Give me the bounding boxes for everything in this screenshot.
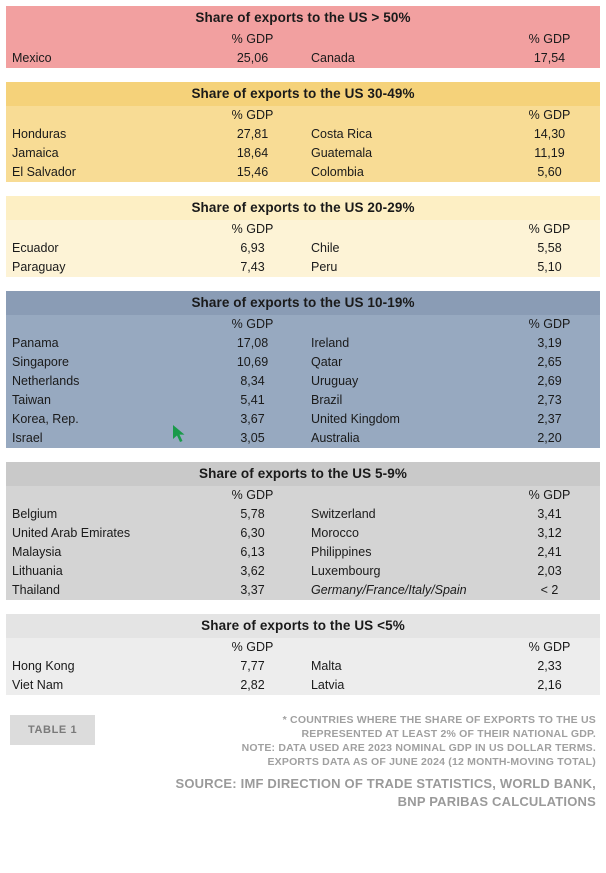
footnotes (95, 713, 600, 769)
country-name: Peru (310, 260, 338, 274)
spacer (303, 108, 499, 122)
country-value: 7,43 (240, 260, 265, 274)
country-value: 2,73 (537, 393, 562, 407)
country-name: Guatemala (310, 146, 373, 160)
country-value: 6,30 (240, 526, 265, 540)
country-value: 2,69 (537, 374, 562, 388)
country-name: Ireland (310, 336, 350, 350)
country-value: 2,37 (537, 412, 562, 426)
tier-title: Share of exports to the US <5% (6, 614, 600, 638)
tier-list (6, 6, 600, 695)
country-value: 5,58 (537, 241, 562, 255)
column-header-gdp: % GDP (528, 108, 571, 122)
country-name: Morocco (310, 526, 359, 540)
country-name: Switzerland (310, 507, 376, 521)
footer (6, 709, 600, 769)
spacer (6, 108, 202, 122)
country-value: 2,65 (537, 355, 562, 369)
country-value: 3,19 (537, 336, 562, 350)
country-value: 7,77 (240, 659, 265, 673)
country-name: Germany/France/Italy/Spain (310, 583, 467, 597)
country-value: 3,05 (240, 431, 265, 445)
country-value: 8,34 (240, 374, 265, 388)
country-name: Australia (310, 431, 360, 445)
table-row (6, 543, 600, 562)
country-value: 5,78 (240, 507, 265, 521)
country-name: Panama (12, 336, 59, 350)
column-header-gdp: % GDP (528, 488, 571, 502)
country-name: Canada (310, 51, 355, 65)
country-value: 27,81 (236, 127, 269, 141)
spacer (6, 32, 202, 46)
source-credit (6, 769, 600, 811)
column-header-gdp: % GDP (231, 108, 274, 122)
tier-block (6, 6, 600, 68)
table-row (6, 372, 600, 391)
country-value: 3,12 (537, 526, 562, 540)
country-name: Qatar (310, 355, 343, 369)
table-row (6, 391, 600, 410)
tier-body (6, 106, 600, 182)
country-name: United Arab Emirates (12, 526, 131, 540)
country-value: 3,67 (240, 412, 265, 426)
tier-block (6, 462, 600, 600)
table-row (6, 505, 600, 524)
tier-title: Share of exports to the US 5-9% (6, 462, 600, 486)
country-value: 17,08 (236, 336, 269, 350)
country-name: Chile (310, 241, 340, 255)
country-name: Ecuador (12, 241, 59, 255)
country-name: Singapore (12, 355, 69, 369)
country-name: Latvia (310, 678, 345, 692)
tier-title: Share of exports to the US > 50% (6, 6, 600, 30)
table-page (0, 6, 606, 873)
table-row (6, 657, 600, 676)
table-row (6, 410, 600, 429)
tier-title: Share of exports to the US 30-49% (6, 82, 600, 106)
country-name: Israel (12, 431, 43, 445)
table-row (6, 334, 600, 353)
country-name: Brazil (310, 393, 343, 407)
spacer (303, 640, 499, 654)
footnote-line: REPRESENTED AT LEAST 2% OF THEIR NATIONAL GDP. (301, 728, 596, 740)
spacer (6, 488, 202, 502)
spacer (6, 222, 202, 236)
country-value: 25,06 (236, 51, 269, 65)
table-row (6, 258, 600, 277)
country-name: Honduras (12, 127, 67, 141)
spacer (303, 222, 499, 236)
tier-block (6, 196, 600, 277)
country-name: Uruguay (310, 374, 359, 388)
tier-block (6, 82, 600, 182)
country-value: 18,64 (236, 146, 269, 160)
source-line: SOURCE: IMF DIRECTION OF TRADE STATISTICS, WORLD BANK, (175, 776, 596, 791)
country-name: Thailand (12, 583, 60, 597)
country-value: 3,37 (240, 583, 265, 597)
country-name: Malaysia (12, 545, 62, 559)
table-row (6, 524, 600, 543)
tier-block (6, 614, 600, 695)
column-header-gdp: % GDP (528, 32, 571, 46)
country-name: Lithuania (12, 564, 63, 578)
column-header-row (6, 30, 600, 49)
country-name: Hong Kong (12, 659, 75, 673)
country-name: Belgium (12, 507, 58, 521)
table-row (6, 581, 600, 600)
country-name: Jamaica (12, 146, 59, 160)
country-value: 2,33 (537, 659, 562, 673)
column-header-gdp: % GDP (231, 222, 274, 236)
column-header-gdp: % GDP (528, 317, 571, 331)
country-name: Colombia (310, 165, 364, 179)
country-value: 14,30 (533, 127, 566, 141)
table-row (6, 562, 600, 581)
column-header-gdp: % GDP (528, 222, 571, 236)
country-value: 6,93 (240, 241, 265, 255)
country-name: Netherlands (12, 374, 80, 388)
country-name: Taiwan (12, 393, 51, 407)
country-value: 2,41 (537, 545, 562, 559)
tier-block (6, 291, 600, 448)
tier-body (6, 315, 600, 448)
tier-body (6, 638, 600, 695)
country-value: 3,62 (240, 564, 265, 578)
country-value: 17,54 (533, 51, 566, 65)
country-value: 5,10 (537, 260, 562, 274)
country-value: 2,82 (240, 678, 265, 692)
column-header-gdp: % GDP (528, 640, 571, 654)
column-header-gdp: % GDP (231, 488, 274, 502)
country-value: 2,16 (537, 678, 562, 692)
country-name: El Salvador (12, 165, 76, 179)
tier-body (6, 30, 600, 68)
column-header-row (6, 315, 600, 334)
spacer (303, 32, 499, 46)
country-value: 11,19 (534, 146, 565, 160)
table-row (6, 144, 600, 163)
country-value: 6,13 (240, 545, 265, 559)
column-header-row (6, 486, 600, 505)
footnote-line: * COUNTRIES WHERE THE SHARE OF EXPORTS TO THE US (282, 714, 596, 726)
country-value: < 2 (540, 583, 559, 597)
tier-title: Share of exports to the US 10-19% (6, 291, 600, 315)
column-header-gdp: % GDP (231, 32, 274, 46)
table-row (6, 239, 600, 258)
country-name: Mexico (12, 51, 52, 65)
footnote-line: NOTE: DATA USED ARE 2023 NOMINAL GDP IN US DOLLAR TERMS. (241, 742, 596, 754)
table-row (6, 125, 600, 144)
table-tag: TABLE 1 (10, 715, 95, 745)
tier-body (6, 220, 600, 277)
table-row (6, 676, 600, 695)
spacer (303, 488, 499, 502)
column-header-row (6, 220, 600, 239)
spacer (303, 317, 499, 331)
country-value: 2,03 (537, 564, 562, 578)
table-row (6, 163, 600, 182)
country-value: 10,69 (236, 355, 269, 369)
column-header-gdp: % GDP (231, 640, 274, 654)
column-header-gdp: % GDP (231, 317, 274, 331)
footnote-line: EXPORTS DATA AS OF JUNE 2024 (12 MONTH-MOVING TOTAL) (267, 756, 596, 768)
column-header-row (6, 638, 600, 657)
spacer (6, 317, 202, 331)
table-row (6, 49, 600, 68)
country-name: Malta (310, 659, 342, 673)
country-value: 5,41 (240, 393, 265, 407)
country-value: 2,20 (537, 431, 562, 445)
country-value: 3,41 (537, 507, 562, 521)
source-line: BNP PARIBAS CALCULATIONS (397, 794, 596, 809)
tier-title: Share of exports to the US 20-29% (6, 196, 600, 220)
country-name: Luxembourg (310, 564, 381, 578)
column-header-row (6, 106, 600, 125)
country-name: Paraguay (12, 260, 66, 274)
country-name: Korea, Rep. (12, 412, 79, 426)
spacer (6, 640, 202, 654)
country-name: Costa Rica (310, 127, 373, 141)
table-row (6, 353, 600, 372)
country-value: 5,60 (537, 165, 562, 179)
tier-body (6, 486, 600, 600)
country-name: Philippines (310, 545, 372, 559)
table-row (6, 429, 600, 448)
country-value: 15,46 (236, 165, 269, 179)
country-name: Viet Nam (12, 678, 64, 692)
country-name: United Kingdom (310, 412, 400, 426)
